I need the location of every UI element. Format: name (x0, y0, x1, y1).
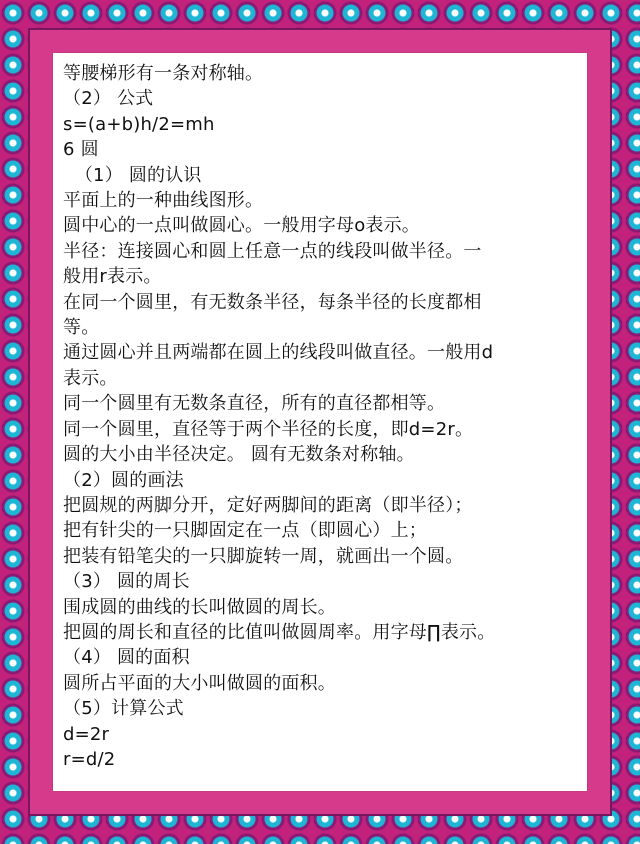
section-heading: （3） 圆的周长 (63, 571, 190, 593)
text-line: 圆的大小由半径决定。 圆有无数条对称轴。 (63, 444, 415, 466)
text-line: 圆中心的一点叫做圆心。一般用字母o表示。 (63, 215, 421, 237)
text-line: 通过圆心并且两端都在圆上的线段叫做直径。一般用d (63, 342, 494, 364)
text-line: 把圆的周长和直径的比值叫做圆周率。用字母∏表示。 (63, 621, 496, 643)
text-line: 般用r表示。 (63, 266, 162, 288)
section-heading: （2） 公式 (63, 88, 154, 110)
section-heading: （2）圆的画法 (63, 469, 184, 491)
section-heading: （1） 圆的认识 (63, 164, 202, 186)
text-line: 同一个圆里，直径等于两个半径的长度，即d=2r。 (63, 418, 474, 440)
text-line: 等。 (63, 317, 100, 339)
text-line: 表示。 (63, 367, 118, 389)
formula-line: d=2r (63, 723, 110, 745)
text-line: 半径：连接圆心和圆上任意一点的线段叫做半径。一 (63, 240, 482, 262)
text-line: 平面上的一种曲线图形。 (63, 190, 264, 212)
formula-line: s=(a+b)h/2=mh (63, 113, 215, 135)
text-line: 同一个圆里有无数条直径，所有的直径都相等。 (63, 393, 446, 415)
text-line: 把装有铅笔尖的一只脚旋转一周，就画出一个圆。 (63, 545, 464, 567)
section-heading: （4） 圆的面积 (63, 647, 190, 669)
text-line: 等腰梯形有一条对称轴。 (63, 63, 264, 84)
text-line: 圆所占平面的大小叫做圆的面积。 (63, 672, 336, 694)
chapter-heading: 6 圆 (63, 139, 99, 161)
text-line: 把有针尖的一只脚固定在一点（即圆心）上； (63, 520, 427, 542)
text-line: 把圆规的两脚分开，定好两脚间的距离（即半径）； (63, 494, 473, 516)
section-heading: （5）计算公式 (63, 698, 184, 720)
text-line: 在同一个圆里，有无数条半径，每条半径的长度都相 (63, 291, 482, 313)
document-page (52, 52, 588, 792)
formula-line: r=d/2 (63, 748, 116, 770)
text-line: 围成圆的曲线的长叫做圆的周长。 (63, 596, 336, 618)
